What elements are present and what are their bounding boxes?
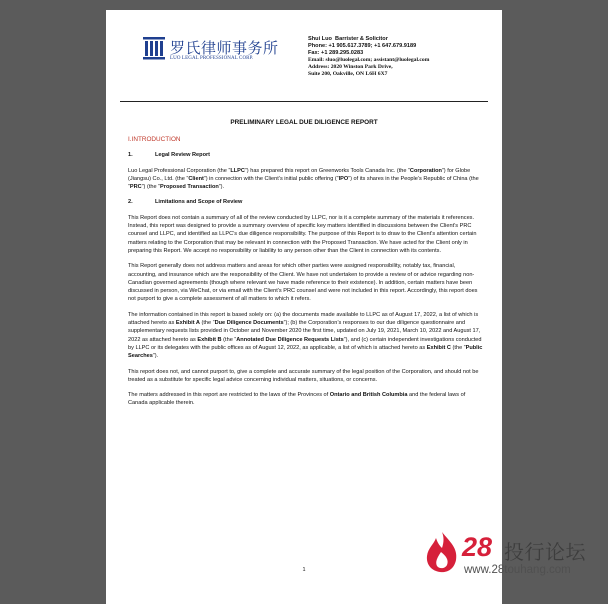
contact-block xyxy=(308,36,498,78)
watermark xyxy=(424,530,608,588)
paragraph-exclusions: This Report generally does not address matters and areas for which other parties were assigned responsibility, notably tax, financial, accounting, and insurance which are the responsibility of the Client. We have not undertaken to provide a review of or advice regarding non-Canadian governed agreements (though where relevant we have made reference to their existence). In addition, certain matters have been discussed in person, via WeChat, or via email with the Client’s PRC counsel and were not included in this report. Accordingly, this report does not purport to give a complete assessment of all matters to which it refers. xyxy=(128,263,478,303)
paragraph-jurisdiction: The matters addressed in this report are restricted to the laws of the Provinces of Ontario and British Columbia and the federal laws of Canada applicable therein. xyxy=(128,392,466,407)
paragraph-disclaimer: This report does not, and cannot purport to, give a complete and accurate summary of the legal position of the Corporation, and should not be treated as a substitute for specific legal advice concerning individual matters, situations, or concerns. xyxy=(128,368,479,383)
logo-chinese-name: 罗氏律师事务所 xyxy=(170,39,279,57)
fax-line: Fax: +1 289.295.0283 xyxy=(308,50,364,56)
section-number: 1. xyxy=(128,152,133,159)
lawyer-name: Shui Luo xyxy=(308,36,332,42)
columns-logo-icon xyxy=(142,36,166,62)
section-title: Legal Review Report xyxy=(155,152,211,159)
logo-english-name: LUO LEGAL PROFESSIONAL CORP. xyxy=(170,56,254,61)
section-1-heading xyxy=(128,151,484,159)
firm-logo xyxy=(142,36,279,72)
watermark-url: www.28touhang.com xyxy=(464,564,571,576)
address-line-2: Suite 200, Oakville, ON L6H 6X7 xyxy=(308,71,388,77)
report-body xyxy=(128,136,484,415)
section-2-heading xyxy=(128,198,484,206)
lawyer-role: Barrister & Solicitor xyxy=(335,36,388,42)
paragraph-information-sources: The information contained in this report is based solely on: (a) the documents made available to LLPC as of August 17, 2022, a list of which is attached hereto as Exhibit A (the “Due Diligence Documents”); (b) the Corporation’s responses to our due diligence questionnaire and supplementary requests lists provided in October and November 2020 the first time, updated on July 19, 2021, March 10, 2022 and August 17, 2022 as attached hereto as Exhibit B (the “Annotated Due Diligence Requests Lists”), and (c) certain independent investigations conducted by LLPC or its delegates with the public offices as of August 12, 2022, as applicable, a list of which is attached hereto as Exhibit C (the “Public Searches”). xyxy=(128,311,483,360)
report-title: PRELIMINARY LEGAL DUE DILIGENCE REPORT xyxy=(230,119,378,126)
watermark-number: 28 xyxy=(462,532,493,562)
paragraph-legal-review: Luo Legal Professional Corporation (the “LLPC”) has prepared this report on Greenworks Tools Canada Inc. (the “Corporation”) for Globe (Jiangsu) Co., Ltd. (the “Client”) in connection with the Client’s initial public offering (“IPO”) of its shares in the People’s Republic of China (the “PRC”) (the “Proposed Transaction”). xyxy=(128,167,479,191)
introduction-heading: I.INTRODUCTION xyxy=(128,136,181,143)
letterhead-divider xyxy=(120,101,488,102)
watermark-name: 投行论坛 xyxy=(504,540,586,564)
document-page xyxy=(106,10,502,604)
paragraph-scope: This Report does not contain a summary of all of the review conducted by LLPC, nor is it a complete summary of the materials it references. Instead, this report was designed to provide a summary overview of specific key matters identified in discussions between the Client’s PRC counsel and LLPC, and identified as LLPC’s due diligence responsibility. The purpose of this Report is to draw to the Client’s attention certain matters relating to the Corporation that may be relevant in connection with the Proposed Transaction. We have acted for the Client only in preparing this Report. We accept no responsibility or liability to any person other than the Client in connection with its contents. xyxy=(128,214,477,254)
address-line-1: Address: 2020 Winston Park Drive, xyxy=(308,64,393,70)
email-line: Email: sluo@luolegal.com; assistant@luolegal.com xyxy=(308,57,430,63)
phone-line: Phone: +1 905.617.3789; +1 647.679.9189 xyxy=(308,43,417,49)
section-title: Limitations and Scope of Review xyxy=(155,199,243,206)
section-number: 2. xyxy=(128,199,133,206)
flame-logo-icon xyxy=(424,530,460,574)
page-number: 1 xyxy=(302,567,306,573)
